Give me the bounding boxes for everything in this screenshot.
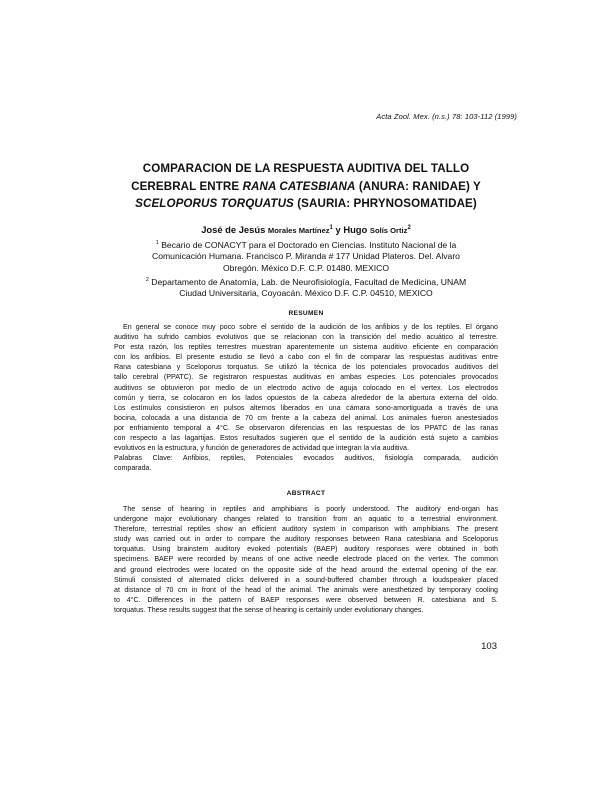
affiliation-2 xyxy=(110,275,502,300)
affiliation-1-line-2: Comunicación Humana. Francisco P. Miranda # 177 Unidad Plateros. Del. Alvaro xyxy=(152,251,460,262)
resumen-line: evolutivos en la estructura, y función de generadores de actividad que integran la vía auditiva. xyxy=(114,444,409,453)
abstract-line: specimens. BAEP were recorded by means of one active needle electrode placed on the vertex. The common xyxy=(114,555,498,564)
resumen-line: con respecto a las lagartijas. Estos resultados sugieren que el sentido de la audición está sujeto a cambios xyxy=(114,434,498,443)
affiliation-1-mark: 1 xyxy=(155,240,159,246)
author-connector: y Hugo xyxy=(332,224,370,235)
title-line-2-c: (ANURA: RANIDAE) Y xyxy=(355,179,481,193)
resumen-line: Rana catesbiana y Sceloporus torquatus. Se utilizó la técnica de los potenciales provocados auditivos del xyxy=(114,363,498,372)
title-species-rana: RANA CATESBIANA xyxy=(242,179,356,193)
resumen-line: auditivo ha sufrido cambios evolutivos que se relacionan con la transición del medio acuático al terrestre. xyxy=(114,333,498,342)
affiliation-2-line-1 xyxy=(110,275,502,288)
author-2-surname: Solís Ortiz xyxy=(369,226,408,235)
abstract-line: Therefore, terrestrial reptiles show an efficient auditory system in comparison with amphibians. The present xyxy=(114,525,498,534)
title-line-1: COMPARACION DE LA RESPUESTA AUDITIVA DEL TALLO xyxy=(142,162,470,175)
abstract-line: torquatus. These results suggest that the sense of hearing is certainly under evolutionary changes. xyxy=(114,605,424,614)
abstract-paragraph xyxy=(114,504,498,615)
author-2-affiliation-mark: 2 xyxy=(407,224,411,231)
page-number: 103 xyxy=(481,641,497,652)
resumen-line: con los anfibios. El presente estudio se llevó a cabo con el fin de comparar las respuestas auditivas entre xyxy=(114,353,498,362)
abstract-line: undergone major evolutionary changes related to transition from an aquatic to a terrestrial environment. xyxy=(114,515,498,524)
title-line-2-a: CEREBRAL ENTRE xyxy=(131,179,243,193)
author-1-surname: Morales Martínez xyxy=(267,226,330,235)
affiliation-1-line-1 xyxy=(110,238,502,251)
affiliation-1-text-1: Becario de CONACYT para el Doctorado en Ciencias. Instituto Nacional de la xyxy=(158,239,457,250)
resumen-line: tallo cerebral (PPATC). Se registraron respuestas auditivas en ambas especies. Los potenciales provocados xyxy=(114,373,498,382)
resumen-line: auditivos se obtuvieron por medio de un electrodo activo de aguja colocado en el vertex. Los electrodos xyxy=(114,383,498,392)
author-1-given-name: José de Jesús xyxy=(201,224,268,235)
resumen-line: comparada. xyxy=(114,464,152,473)
paper-title xyxy=(100,160,512,213)
abstract-line: and ground electrodes were located on the opposite side of the head around the external opening of the ear. xyxy=(114,565,498,574)
affiliation-2-line-2: Ciudad Universitaria, Coyoacán. México D.F. C.P. 04510, MEXICO xyxy=(179,288,433,299)
author-list xyxy=(100,224,512,235)
resumen-line: Palabras Clave: Anfibios, reptiles, Potenciales evocados auditivos, fisiología comparada, audición xyxy=(114,454,498,463)
abstract-line: at distance of 70 cm in front of the head of the animal. The animals were anesthetized by temporary cooling xyxy=(114,585,498,594)
resumen-line: En general se conoce muy poco sobre el sentido de la audición de los anfibios y de los reptiles. El órgano xyxy=(123,323,498,331)
journal-citation: Acta Zool. Mex. (n.s.) 78: 103-112 (1999) xyxy=(376,112,517,121)
resumen-heading: RESUMEN xyxy=(288,310,324,317)
title-line-3 xyxy=(100,195,512,213)
abstract-line: Stimuli consisted of alternated clicks delivered in a sound-buffered chamber through a loudspeaker placed xyxy=(114,575,498,584)
resumen-paragraph xyxy=(114,322,498,473)
abstract-line: study was carried out in order to compare the auditory responses between Rana catesbiana and Sceloporus xyxy=(114,535,498,544)
title-species-sceloporus: SCELOPORUS TORQUATUS xyxy=(135,197,294,210)
abstract-heading: ABSTRACT xyxy=(286,490,326,497)
abstract-line: to 4°C. Differences in the pattern of BAEP responses were observed between R. catesbiana and S. xyxy=(114,595,498,604)
affiliation-1-line-3: Obregón. México D.F. C.P. 01480. MEXICO xyxy=(222,263,390,274)
title-line-3-b: (SAURIA: PHRYNOSOMATIDAE) xyxy=(293,197,477,210)
resumen-line: Los estímulos consistieron en pulsos alternos liberados en una cámara sono-amortiguada a través de una xyxy=(114,403,498,412)
affiliation-2-text-1: Departamento de Anatomía, Lab. de Neurofisiología, Facultad de Medicina, UNAM xyxy=(148,276,467,287)
resumen-line: bocina, colocada a una distancia de 70 cm frente a la cabeza del animal. Los animales fueron anestesiados xyxy=(114,413,498,422)
resumen-line: por enfriamiento temporal a 4°C. Se observaron diferencias en las respuestas de los PPATC de las ranas xyxy=(114,423,498,432)
resumen-line: Por esta razón, los reptiles terrestres muestran aparentemente un sistema auditivo eficiente en comparación xyxy=(114,343,498,352)
abstract-line: torquatus. Using brainstem auditory evoked potentials (BAEP) auditory responses were obtained in both xyxy=(114,545,498,554)
resumen-line: común y tierra, se colocaron en los lados opuestos de la cabeza alrededor de la abertura externa del oído. xyxy=(114,393,498,402)
author-1-affiliation-mark: 1 xyxy=(329,224,333,231)
abstract-line: The sense of hearing in reptiles and amphibians is poorly understood. The auditory end-organ has xyxy=(123,505,498,513)
affiliation-2-mark: 2 xyxy=(145,277,149,283)
title-line-2 xyxy=(100,178,512,196)
affiliation-1 xyxy=(110,238,502,275)
